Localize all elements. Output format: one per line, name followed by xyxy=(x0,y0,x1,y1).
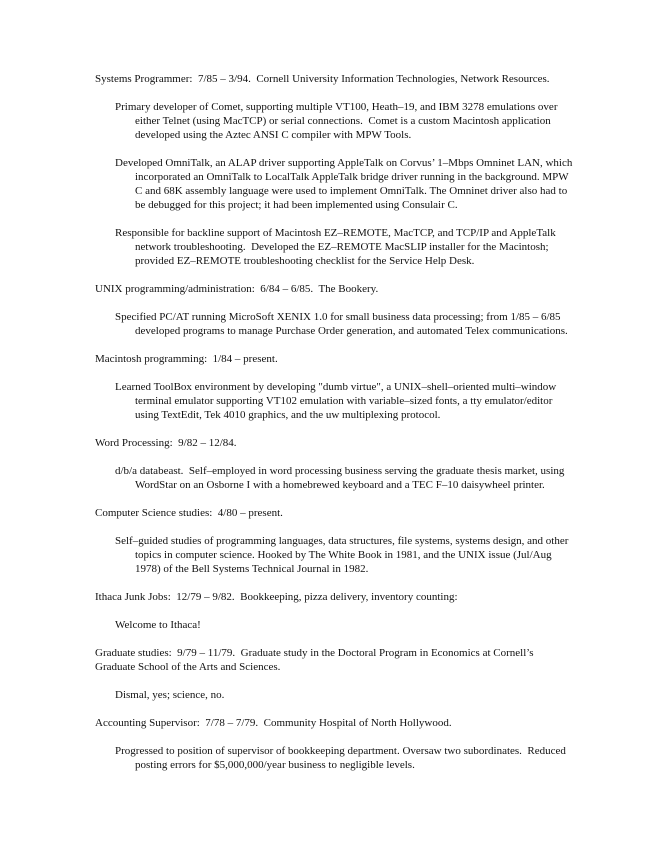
paragraph-body: Specified PC/AT running MicroSoft XENIX 1.0 for small business data processing; from 1/85 – 6/85 developed programs to manage Purchase Order generation, and automated Telex communications. xyxy=(115,311,568,337)
paragraph-body: Primary developer of Comet, supporting multiple VT100, Heath–19, and IBM 3278 emulations over either Telnet (using MacTCP) or serial connections. Comet is a custom Macintosh application developed using the Aztec ANSI C compiler with MPW Tools. xyxy=(115,101,561,141)
paragraph-heading: Accounting Supervisor: 7/78 – 7/79. Community Hospital of North Hollywood. xyxy=(95,717,452,729)
paragraph-body: Dismal, yes; science, no. xyxy=(115,689,225,701)
paragraph-body: Responsible for backline support of Macintosh EZ–REMOTE, MacTCP, and TCP/IP and AppleTalk network troubleshooting. Developed the EZ–REMOTE MacSLIP installer for the Macintosh; provided EZ–REMOTE troubleshooting checklist for the Service Help Desk. xyxy=(115,227,559,267)
paragraph-body: Self–guided studies of programming languages, data structures, file systems, systems design, and other topics in computer science. Hooked by The White Book in 1981, and the UNIX issue (Jul/Aug 1978) of the Bell Systems Technical Journal in 1982. xyxy=(115,535,572,575)
resume-text-block xyxy=(95,72,575,786)
paragraph-heading: UNIX programming/administration: 6/84 – 6/85. The Bookery. xyxy=(95,283,379,295)
paragraph-heading: Macintosh programming: 1/84 – present. xyxy=(95,353,278,365)
paragraph-heading: Computer Science studies: 4/80 – present. xyxy=(95,507,283,519)
paragraph-body: Learned ToolBox environment by developing "dumb virtue", a UNIX–shell–oriented multi–window terminal emulator supporting VT102 emulation with variable–sized fonts, a tty emulator/editor using TextEdit, Tek 4010 graphics, and the uw multiplexing protocol. xyxy=(115,381,559,421)
paragraph-body: d/b/a databeast. Self–employed in word processing business serving the graduate thesis market, using WordStar on an Osborne I with a homebrewed keyboard and a TEC F–10 daisywheel printer. xyxy=(115,465,567,491)
paragraph-heading: Ithaca Junk Jobs: 12/79 – 9/82. Bookkeeping, pizza delivery, inventory counting: xyxy=(95,591,458,603)
paragraph-body: Developed OmniTalk, an ALAP driver supporting AppleTalk on Corvus’ 1–Mbps Omninet LAN, which incorporated an OmniTalk to LocalTalk AppleTalk bridge driver running in the background. MPW C and 68K assembly language were used to implement OmniTalk. The Omninet driver also had to be debugged for this project; it had been implemented using Consulair C. xyxy=(115,157,576,211)
paragraph-heading: Word Processing: 9/82 – 12/84. xyxy=(95,437,237,449)
paragraph-body: Welcome to Ithaca! xyxy=(115,619,201,631)
paragraph-heading: Graduate studies: 9/79 – 11/79. Graduate study in the Doctoral Program in Economics at Cornell’s Graduate School of the Arts and Sciences. xyxy=(95,647,537,673)
paragraph-body: Progressed to position of supervisor of bookkeeping department. Oversaw two subordinates. Reduced posting errors for $5,000,000/year business to negligible levels. xyxy=(115,745,569,771)
paragraph-heading: Systems Programmer: 7/85 – 3/94. Cornell University Information Technologies, Network Resources. xyxy=(95,73,550,85)
